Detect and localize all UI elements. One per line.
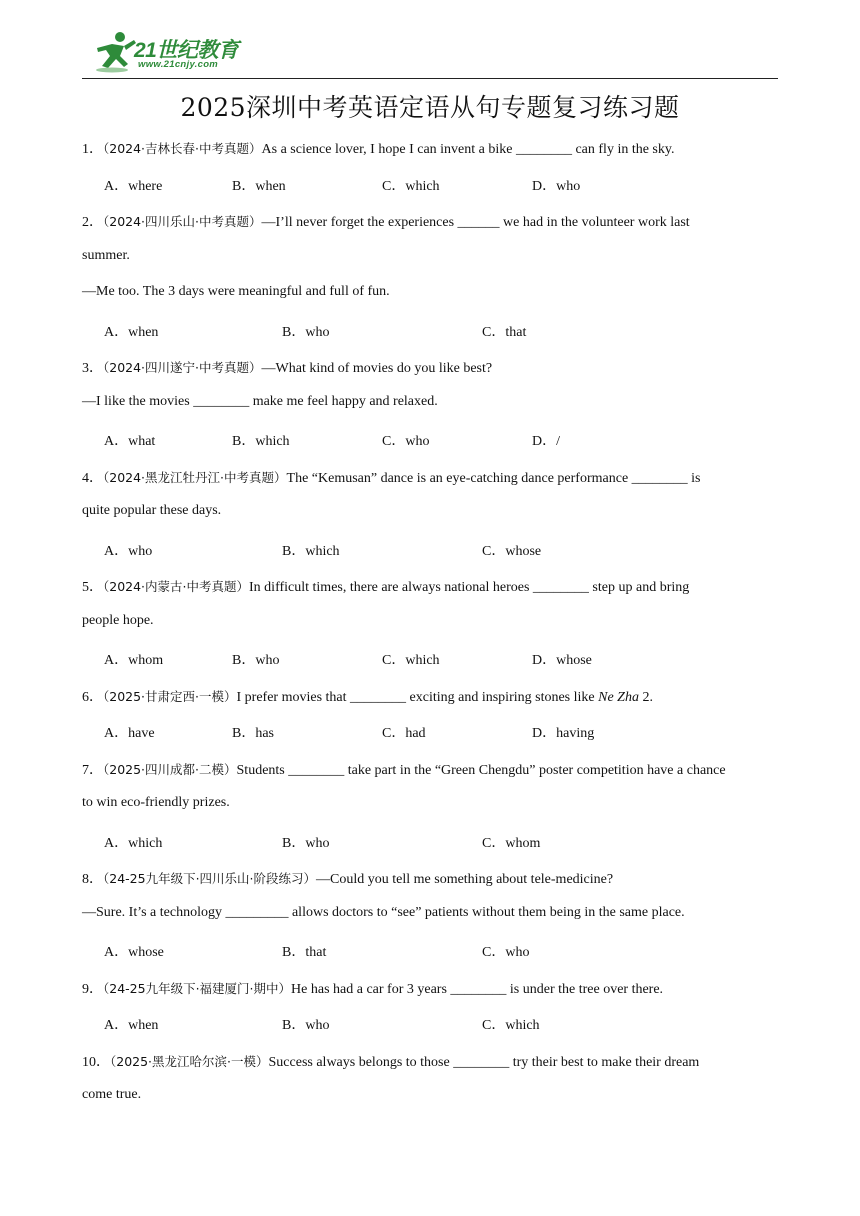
question-1 (82, 138, 674, 158)
question-source: （2025·黑龙江哈尔滨·一模） (110, 1054, 269, 1069)
question-3 (82, 357, 492, 377)
option-b: B．has (232, 726, 274, 741)
option-b: B．who (282, 1018, 330, 1033)
option-a: A．when (104, 325, 159, 340)
question-dialogue-reply: —Me too. The 3 days were meaningful and full of fun. (82, 284, 390, 299)
question-text: As a science lover, I hope I can invent a bike ________ can fly in the sky. (261, 142, 675, 157)
question-source: （2024·四川乐山·中考真题） (103, 214, 262, 229)
option-a: A．what (104, 434, 156, 449)
option-c: C．had (382, 726, 426, 741)
question-6 (82, 686, 653, 706)
question-7 (82, 759, 726, 779)
option-d: D．having (532, 726, 595, 741)
question-10 (82, 1051, 699, 1071)
option-b: B．which (232, 434, 290, 449)
question-text-continued: come true. (82, 1087, 142, 1102)
question-source: （2025·甘肃定西·一模） (103, 689, 237, 704)
runner-logo-icon (90, 30, 140, 74)
option-c: C．that (482, 325, 527, 340)
question-5 (82, 576, 689, 596)
question-source: （2024·内蒙古·中考真题） (103, 579, 250, 594)
option-a: A．have (104, 726, 155, 741)
option-c: C．whose (482, 544, 542, 559)
question-number: 7． (82, 763, 103, 778)
option-a: A．whom (104, 653, 164, 668)
option-b: B．when (232, 179, 286, 194)
question-number: 5． (82, 580, 103, 595)
option-c: C．whom (482, 836, 541, 851)
question-text-continued: quite popular these days. (82, 503, 222, 518)
option-d: D．who (532, 179, 581, 194)
question-text: —What kind of movies do you like best? (261, 361, 493, 376)
question-text-continued: summer. (82, 248, 130, 263)
option-a: A．whose (104, 945, 164, 960)
question-source: （2024·四川遂宁·中考真题） (103, 360, 262, 375)
question-text-continued: to win eco-friendly prizes. (82, 795, 230, 810)
question-2 (82, 211, 690, 231)
movie-title: Ne Zha (598, 690, 639, 705)
option-c: C．who (382, 434, 430, 449)
question-number: 1． (82, 142, 103, 157)
option-b: B．that (282, 945, 327, 960)
logo-url: www.21cnjy.com (138, 59, 219, 70)
question-8 (82, 868, 613, 888)
question-text: He has had a car for 3 years ________ is under the tree over there. (291, 982, 664, 997)
page-header (82, 28, 778, 79)
option-b: B．who (282, 325, 330, 340)
question-text: Students ________ take part in the “Green Chengdu” poster competition have a chance (236, 763, 726, 778)
option-d: D．whose (532, 653, 592, 668)
question-source: （2024·黑龙江牡丹江·中考真题） (103, 470, 287, 485)
question-number: 9． (82, 982, 103, 997)
question-source: （2025·四川成都·二模） (103, 762, 237, 777)
question-9 (82, 978, 663, 998)
question-4 (82, 467, 701, 487)
question-number: 3． (82, 361, 103, 376)
option-d: D．/ (532, 434, 560, 449)
question-dialogue-reply: —Sure. It’s a technology _________ allows doctors to “see” patients without them being in the same place. (82, 905, 685, 920)
question-text: I prefer movies that ________ exciting and inspiring stones like (236, 690, 599, 705)
question-text: In difficult times, there are always national heroes ________ step up and bring (249, 580, 690, 595)
question-text-end: 2. (638, 690, 653, 705)
question-text: Success always belongs to those ________ try their best to make their dream (268, 1055, 700, 1070)
option-c: C．which (482, 1018, 540, 1033)
option-a: A．when (104, 1018, 159, 1033)
question-number: 4． (82, 471, 103, 486)
question-number: 2． (82, 215, 103, 230)
option-b: B．who (232, 653, 280, 668)
option-a: A．where (104, 179, 163, 194)
option-a: A．who (104, 544, 153, 559)
logo-name: 21世纪教育 (134, 39, 239, 62)
question-source: （24-25九年级下·四川乐山·阶段练习） (103, 871, 317, 886)
question-number: 6． (82, 690, 103, 705)
page-title: 2025深圳中考英语定语从句专题复习练习题 (180, 93, 680, 122)
question-text-continued: people hope. (82, 613, 154, 628)
question-source: （24-25九年级下·福建厦门·期中） (103, 981, 292, 996)
option-a: A．which (104, 836, 163, 851)
option-c: C．which (382, 653, 440, 668)
option-c: C．who (482, 945, 530, 960)
question-text: The “Kemusan” dance is an eye-catching dance performance ________ is (286, 471, 701, 486)
question-text: —I’ll never forget the experiences ______ we had in the volunteer work last (261, 215, 690, 230)
option-b: B．which (282, 544, 340, 559)
question-number: 10． (82, 1055, 110, 1070)
question-number: 8． (82, 872, 103, 887)
option-c: C．which (382, 179, 440, 194)
question-dialogue-reply: —I like the movies ________ make me feel happy and relaxed. (82, 394, 438, 409)
question-source: （2024·吉林长春·中考真题） (103, 141, 262, 156)
option-b: B．who (282, 836, 330, 851)
question-text: —Could you tell me something about tele-medicine? (316, 872, 614, 887)
